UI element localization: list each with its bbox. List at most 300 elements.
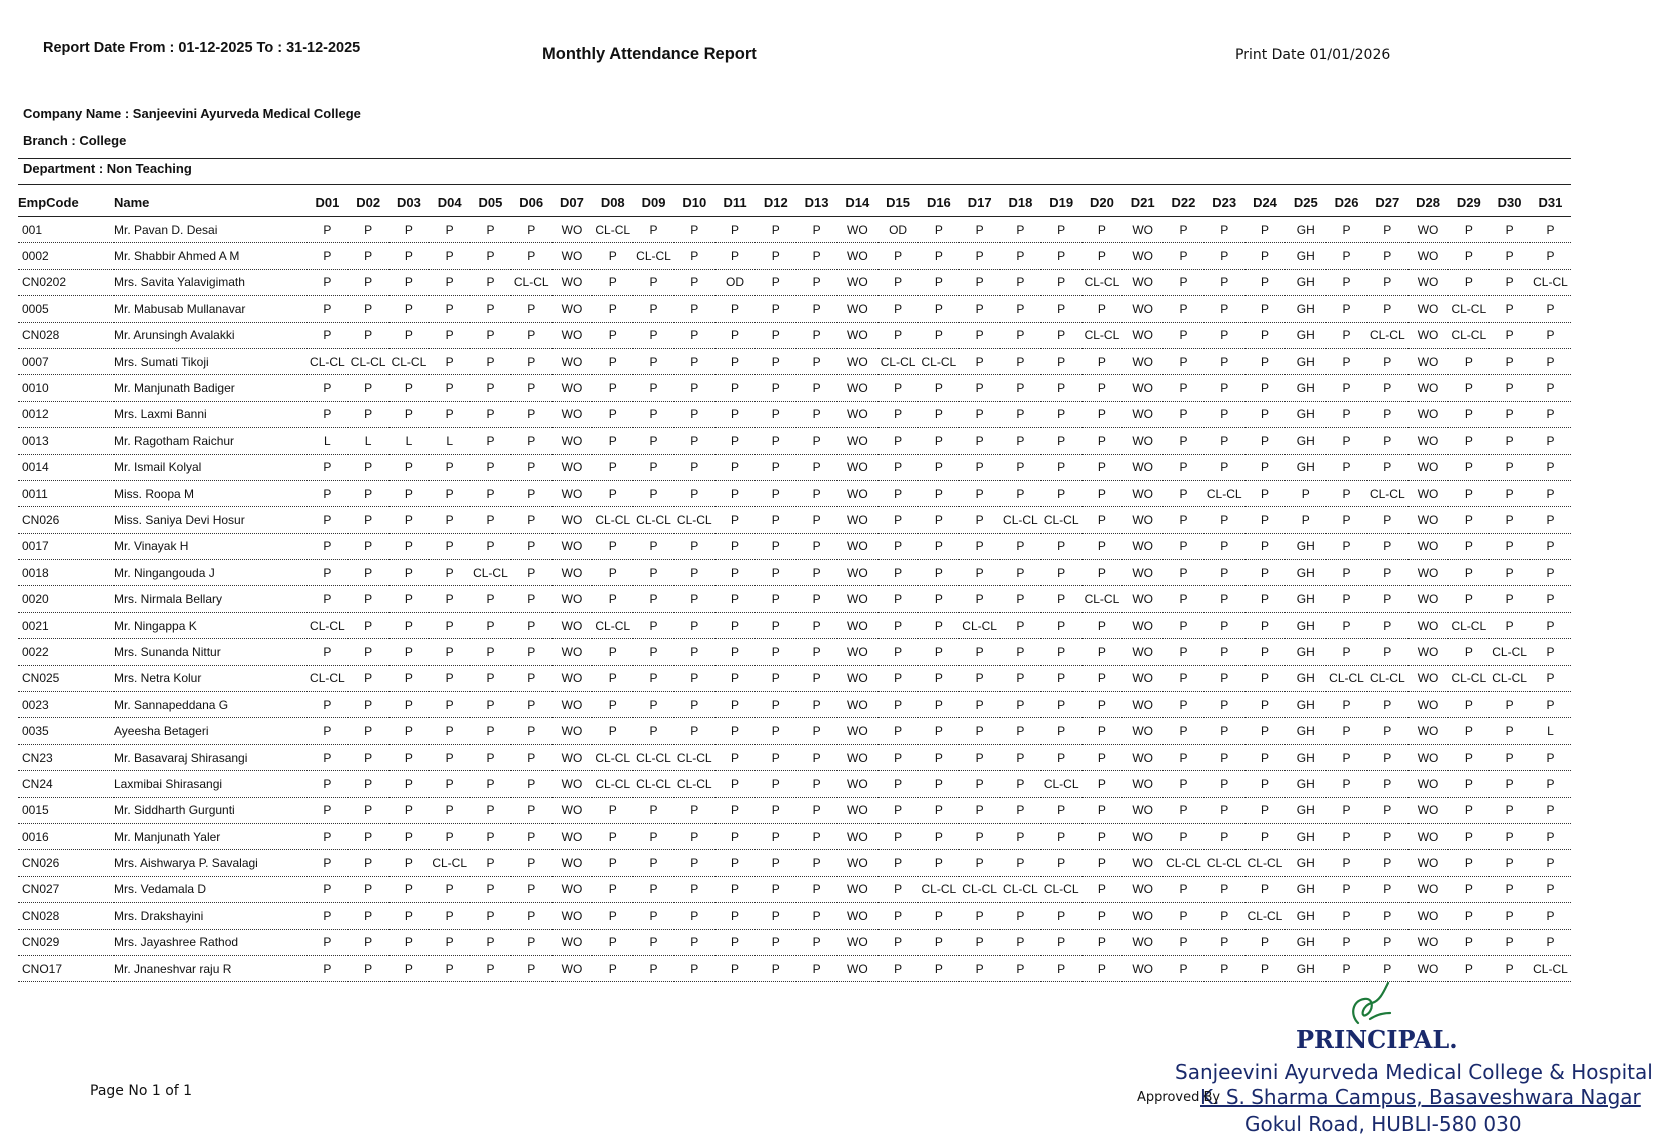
attendance-cell: P — [470, 850, 511, 876]
attendance-cell: P — [1326, 454, 1367, 480]
attendance-cell: P — [755, 586, 796, 612]
attendance-cell: P — [470, 797, 511, 823]
attendance-cell: P — [633, 533, 674, 559]
attendance-cell: P — [1000, 269, 1041, 295]
attendance-cell: P — [389, 560, 430, 586]
attendance-cell: P — [959, 401, 1000, 427]
attendance-cell: P — [1163, 797, 1204, 823]
attendance-cell: P — [878, 480, 919, 506]
attendance-cell: WO — [837, 797, 878, 823]
emp-name-cell: Mrs. Sunanda Nittur — [114, 639, 307, 665]
attendance-cell: CL-CL — [1530, 955, 1571, 981]
attendance-cell: P — [1204, 903, 1245, 929]
attendance-cell: P — [1000, 348, 1041, 374]
attendance-cell: P — [715, 533, 756, 559]
attendance-cell: GH — [1285, 771, 1326, 797]
emp-name-cell: Mr. Vinayak H — [114, 533, 307, 559]
attendance-cell: P — [1000, 692, 1041, 718]
table-row — [18, 876, 1571, 902]
attendance-cell: CL-CL — [592, 507, 633, 533]
attendance-cell: P — [1041, 639, 1082, 665]
attendance-cell: P — [1367, 771, 1408, 797]
attendance-cell: WO — [552, 322, 593, 348]
attendance-cell: WO — [1122, 533, 1163, 559]
attendance-cell: WO — [837, 876, 878, 902]
attendance-cell: P — [715, 217, 756, 243]
attendance-cell: P — [470, 375, 511, 401]
attendance-cell: P — [1489, 375, 1530, 401]
attendance-cell: P — [674, 348, 715, 374]
attendance-cell: P — [674, 243, 715, 269]
table-row — [18, 296, 1571, 322]
attendance-cell: CL-CL — [348, 348, 389, 374]
attendance-cell: P — [878, 665, 919, 691]
attendance-cell: P — [470, 771, 511, 797]
attendance-cell: WO — [552, 560, 593, 586]
emp-code-cell: CNO17 — [18, 955, 114, 981]
attendance-cell: WO — [1122, 612, 1163, 638]
attendance-cell: P — [1041, 718, 1082, 744]
emp-code-cell: 0014 — [18, 454, 114, 480]
attendance-cell: P — [389, 876, 430, 902]
attendance-cell: P — [1530, 296, 1571, 322]
attendance-cell: P — [1245, 322, 1286, 348]
attendance-cell: P — [1326, 929, 1367, 955]
attendance-cell: P — [592, 560, 633, 586]
attendance-cell: WO — [552, 533, 593, 559]
attendance-cell: P — [633, 929, 674, 955]
column-header-day: D28 — [1408, 188, 1449, 217]
attendance-cell: P — [1326, 823, 1367, 849]
attendance-cell: P — [633, 480, 674, 506]
column-header-day: D18 — [1000, 188, 1041, 217]
attendance-cell: P — [511, 454, 552, 480]
attendance-cell: P — [1082, 797, 1123, 823]
attendance-cell: P — [1530, 639, 1571, 665]
attendance-cell: P — [1448, 428, 1489, 454]
attendance-cell: P — [1204, 876, 1245, 902]
attendance-cell: P — [1448, 401, 1489, 427]
attendance-cell: P — [796, 612, 837, 638]
attendance-cell: P — [592, 243, 633, 269]
attendance-cell: P — [755, 955, 796, 981]
attendance-cell: P — [959, 903, 1000, 929]
attendance-cell: P — [1367, 507, 1408, 533]
table-row — [18, 718, 1571, 744]
attendance-cell: P — [1082, 533, 1123, 559]
emp-code-cell: CN029 — [18, 929, 114, 955]
attendance-cell: P — [796, 507, 837, 533]
attendance-cell: P — [1000, 639, 1041, 665]
attendance-cell: P — [307, 718, 348, 744]
column-header-day: D06 — [511, 188, 552, 217]
attendance-cell: P — [1367, 903, 1408, 929]
attendance-cell: P — [511, 823, 552, 849]
attendance-cell: P — [715, 243, 756, 269]
attendance-cell: P — [307, 929, 348, 955]
attendance-cell: P — [1082, 454, 1123, 480]
attendance-cell: P — [918, 903, 959, 929]
attendance-cell: P — [1163, 612, 1204, 638]
attendance-cell: P — [1448, 850, 1489, 876]
attendance-cell: P — [1530, 771, 1571, 797]
attendance-cell: WO — [1408, 929, 1449, 955]
attendance-cell: WO — [552, 348, 593, 374]
attendance-cell: P — [1041, 428, 1082, 454]
attendance-cell: P — [348, 533, 389, 559]
attendance-cell: P — [1163, 955, 1204, 981]
attendance-cell: P — [796, 217, 837, 243]
attendance-cell: P — [470, 876, 511, 902]
column-header-day: D03 — [389, 188, 430, 217]
attendance-cell: P — [470, 401, 511, 427]
attendance-cell: P — [1245, 612, 1286, 638]
attendance-cell: P — [878, 903, 919, 929]
emp-code-cell: 0011 — [18, 480, 114, 506]
attendance-cell: P — [1163, 269, 1204, 295]
attendance-cell: P — [470, 612, 511, 638]
attendance-cell: P — [511, 217, 552, 243]
attendance-cell: CL-CL — [1489, 665, 1530, 691]
column-header-day: D01 — [307, 188, 348, 217]
attendance-cell: P — [1245, 480, 1286, 506]
attendance-cell: P — [715, 692, 756, 718]
attendance-cell: P — [1245, 217, 1286, 243]
attendance-cell: P — [1448, 903, 1489, 929]
company-name: Company Name : Sanjeevini Ayurveda Medical College — [23, 106, 361, 121]
attendance-cell: P — [1367, 850, 1408, 876]
emp-name-cell: Mr. Basavaraj Shirasangi — [114, 744, 307, 770]
attendance-cell: P — [1000, 955, 1041, 981]
attendance-cell: P — [674, 428, 715, 454]
attendance-cell: P — [307, 217, 348, 243]
attendance-cell: WO — [1122, 507, 1163, 533]
emp-name-cell: Mrs. Aishwarya P. Savalagi — [114, 850, 307, 876]
attendance-cell: P — [1082, 876, 1123, 902]
attendance-cell: P — [674, 692, 715, 718]
attendance-cell: P — [470, 348, 511, 374]
column-header-name: Name — [114, 188, 307, 217]
attendance-cell: P — [592, 903, 633, 929]
attendance-cell: P — [1530, 401, 1571, 427]
attendance-cell: P — [348, 823, 389, 849]
attendance-cell: P — [1530, 243, 1571, 269]
attendance-cell: WO — [837, 507, 878, 533]
attendance-cell: WO — [552, 375, 593, 401]
attendance-cell: GH — [1285, 454, 1326, 480]
attendance-cell: P — [470, 533, 511, 559]
attendance-cell: P — [1082, 850, 1123, 876]
attendance-cell: P — [715, 903, 756, 929]
attendance-cell: P — [1245, 243, 1286, 269]
emp-code-cell: CN0202 — [18, 269, 114, 295]
attendance-cell: P — [633, 296, 674, 322]
attendance-cell: CL-CL — [1245, 850, 1286, 876]
attendance-cell: CL-CL — [1367, 665, 1408, 691]
attendance-cell: P — [511, 665, 552, 691]
emp-name-cell: Mr. Ragotham Raichur — [114, 428, 307, 454]
attendance-cell: WO — [837, 771, 878, 797]
attendance-cell: P — [1204, 322, 1245, 348]
attendance-cell: P — [389, 692, 430, 718]
attendance-cell: P — [1245, 797, 1286, 823]
attendance-cell: P — [1041, 744, 1082, 770]
attendance-cell: P — [1163, 428, 1204, 454]
attendance-cell: P — [1041, 665, 1082, 691]
attendance-cell: P — [1163, 929, 1204, 955]
attendance-cell: P — [633, 955, 674, 981]
table-row — [18, 823, 1571, 849]
attendance-cell: WO — [1122, 955, 1163, 981]
attendance-cell: P — [796, 586, 837, 612]
attendance-cell: P — [1326, 612, 1367, 638]
attendance-cell: P — [1448, 718, 1489, 744]
attendance-cell: GH — [1285, 269, 1326, 295]
attendance-cell: P — [429, 375, 470, 401]
emp-name-cell: Mr. Ningangouda J — [114, 560, 307, 586]
column-header-day: D17 — [959, 188, 1000, 217]
attendance-cell: WO — [837, 428, 878, 454]
attendance-cell: P — [389, 903, 430, 929]
attendance-cell: P — [307, 507, 348, 533]
attendance-cell: P — [1204, 428, 1245, 454]
attendance-cell: WO — [1408, 955, 1449, 981]
attendance-cell: P — [511, 797, 552, 823]
emp-code-cell: CN025 — [18, 665, 114, 691]
attendance-cell: P — [348, 850, 389, 876]
attendance-cell: P — [429, 217, 470, 243]
attendance-cell: P — [348, 955, 389, 981]
attendance-cell: P — [878, 296, 919, 322]
attendance-cell: WO — [552, 269, 593, 295]
attendance-cell: P — [715, 929, 756, 955]
attendance-cell: P — [1000, 797, 1041, 823]
attendance-cell: P — [348, 718, 389, 744]
attendance-cell: WO — [837, 296, 878, 322]
attendance-cell: P — [470, 322, 511, 348]
attendance-cell: P — [429, 665, 470, 691]
attendance-cell: GH — [1285, 586, 1326, 612]
attendance-cell: P — [959, 929, 1000, 955]
attendance-cell: P — [715, 375, 756, 401]
column-header-day: D26 — [1326, 188, 1367, 217]
attendance-cell: GH — [1285, 639, 1326, 665]
attendance-cell: P — [1041, 955, 1082, 981]
attendance-cell: WO — [837, 718, 878, 744]
attendance-cell: P — [1530, 850, 1571, 876]
attendance-cell: WO — [1408, 243, 1449, 269]
attendance-cell: P — [307, 823, 348, 849]
attendance-cell: P — [348, 454, 389, 480]
attendance-cell: P — [1000, 744, 1041, 770]
attendance-cell: P — [1204, 507, 1245, 533]
attendance-cell: P — [878, 823, 919, 849]
emp-code-cell: 0015 — [18, 797, 114, 823]
attendance-cell: WO — [552, 744, 593, 770]
emp-name-cell: Miss. Roopa M — [114, 480, 307, 506]
attendance-cell: WO — [1122, 322, 1163, 348]
attendance-cell: P — [1163, 454, 1204, 480]
attendance-table — [18, 188, 1571, 982]
emp-code-cell: 0020 — [18, 586, 114, 612]
attendance-cell: P — [470, 296, 511, 322]
attendance-cell: P — [1204, 401, 1245, 427]
attendance-cell: WO — [552, 454, 593, 480]
attendance-cell: P — [715, 718, 756, 744]
attendance-cell: P — [1326, 771, 1367, 797]
attendance-cell: L — [1530, 718, 1571, 744]
attendance-cell: P — [1204, 533, 1245, 559]
attendance-cell: P — [470, 243, 511, 269]
attendance-cell: P — [1367, 876, 1408, 902]
attendance-cell: P — [389, 296, 430, 322]
attendance-cell: P — [592, 850, 633, 876]
emp-name-cell: Mrs. Savita Yalavigimath — [114, 269, 307, 295]
table-row — [18, 322, 1571, 348]
attendance-cell: P — [1082, 929, 1123, 955]
attendance-cell: P — [389, 612, 430, 638]
attendance-cell: P — [1530, 348, 1571, 374]
attendance-cell: P — [1082, 296, 1123, 322]
attendance-cell: P — [796, 401, 837, 427]
attendance-cell: P — [755, 348, 796, 374]
attendance-cell: P — [918, 744, 959, 770]
attendance-cell: P — [755, 639, 796, 665]
attendance-cell: P — [1448, 243, 1489, 269]
attendance-cell: P — [674, 480, 715, 506]
attendance-cell: P — [918, 375, 959, 401]
print-date: Print Date 01/01/2026 — [1235, 47, 1391, 63]
attendance-cell: CL-CL — [633, 507, 674, 533]
attendance-cell: P — [389, 586, 430, 612]
column-header-day: D13 — [796, 188, 837, 217]
attendance-cell: P — [1163, 771, 1204, 797]
attendance-cell: CL-CL — [1041, 771, 1082, 797]
attendance-cell: P — [918, 533, 959, 559]
attendance-cell: P — [878, 243, 919, 269]
attendance-cell: P — [1326, 480, 1367, 506]
table-header-row — [18, 188, 1571, 217]
attendance-cell: P — [715, 955, 756, 981]
attendance-cell: P — [1245, 401, 1286, 427]
attendance-cell: P — [307, 322, 348, 348]
attendance-cell: CL-CL — [959, 612, 1000, 638]
attendance-cell: P — [592, 401, 633, 427]
attendance-cell: WO — [552, 929, 593, 955]
attendance-cell: P — [429, 533, 470, 559]
attendance-cell: WO — [1122, 243, 1163, 269]
attendance-cell: P — [878, 612, 919, 638]
attendance-cell: WO — [1408, 480, 1449, 506]
attendance-cell: P — [1326, 560, 1367, 586]
attendance-cell: WO — [1408, 428, 1449, 454]
attendance-cell: P — [348, 480, 389, 506]
attendance-cell: P — [878, 401, 919, 427]
attendance-cell: P — [511, 876, 552, 902]
stamp-line: K. S. Sharma Campus, Basaveshwara Nagar — [1200, 1085, 1641, 1109]
attendance-cell: P — [470, 823, 511, 849]
emp-name-cell: Mrs. Laxmi Banni — [114, 401, 307, 427]
attendance-cell: P — [959, 348, 1000, 374]
attendance-cell: P — [1489, 903, 1530, 929]
attendance-cell: P — [348, 322, 389, 348]
column-header-day: D20 — [1082, 188, 1123, 217]
attendance-cell: P — [959, 533, 1000, 559]
emp-code-cell: 0012 — [18, 401, 114, 427]
attendance-cell: WO — [1122, 771, 1163, 797]
attendance-cell: P — [1489, 401, 1530, 427]
attendance-cell: P — [1082, 243, 1123, 269]
attendance-cell: CL-CL — [1041, 507, 1082, 533]
attendance-cell: P — [1204, 454, 1245, 480]
attendance-cell: P — [389, 533, 430, 559]
attendance-cell: P — [511, 296, 552, 322]
table-row — [18, 929, 1571, 955]
emp-code-cell: 0013 — [18, 428, 114, 454]
attendance-cell: P — [1367, 639, 1408, 665]
attendance-cell: CL-CL — [1367, 322, 1408, 348]
emp-code-cell: CN026 — [18, 507, 114, 533]
attendance-cell: P — [1367, 744, 1408, 770]
table-row — [18, 454, 1571, 480]
attendance-cell: P — [592, 348, 633, 374]
attendance-cell: WO — [837, 586, 878, 612]
attendance-cell: WO — [1122, 560, 1163, 586]
attendance-cell: P — [1082, 771, 1123, 797]
attendance-cell: P — [1367, 692, 1408, 718]
attendance-cell: P — [674, 718, 715, 744]
attendance-cell: P — [1245, 586, 1286, 612]
emp-code-cell: 0007 — [18, 348, 114, 374]
attendance-cell: P — [1489, 718, 1530, 744]
attendance-cell: P — [674, 876, 715, 902]
attendance-cell: P — [715, 797, 756, 823]
attendance-cell: P — [511, 560, 552, 586]
table-row — [18, 903, 1571, 929]
attendance-cell: P — [1448, 480, 1489, 506]
attendance-cell: P — [307, 375, 348, 401]
attendance-cell: P — [1000, 401, 1041, 427]
attendance-cell: P — [511, 955, 552, 981]
attendance-cell: P — [592, 322, 633, 348]
department-name: Department : Non Teaching — [23, 161, 192, 176]
attendance-cell: P — [1245, 692, 1286, 718]
attendance-cell: P — [918, 612, 959, 638]
emp-code-cell: CN23 — [18, 744, 114, 770]
attendance-cell: P — [633, 375, 674, 401]
attendance-cell: P — [1041, 454, 1082, 480]
attendance-cell: P — [511, 243, 552, 269]
attendance-cell: WO — [837, 692, 878, 718]
attendance-cell: P — [1367, 929, 1408, 955]
emp-name-cell: Mr. Manjunath Badiger — [114, 375, 307, 401]
emp-code-cell: CN24 — [18, 771, 114, 797]
emp-code-cell: 001 — [18, 217, 114, 243]
attendance-cell: CL-CL — [1245, 903, 1286, 929]
attendance-cell: P — [348, 269, 389, 295]
attendance-cell: CL-CL — [592, 744, 633, 770]
report-date-range: Report Date From : 01-12-2025 To : 31-12-2025 — [43, 40, 361, 56]
attendance-cell: P — [1204, 797, 1245, 823]
attendance-cell: P — [429, 480, 470, 506]
attendance-cell: WO — [837, 639, 878, 665]
attendance-cell: P — [959, 665, 1000, 691]
emp-code-cell: 0005 — [18, 296, 114, 322]
attendance-cell: P — [1204, 560, 1245, 586]
attendance-cell: P — [1530, 428, 1571, 454]
attendance-cell: WO — [1408, 322, 1449, 348]
attendance-cell: P — [1326, 692, 1367, 718]
